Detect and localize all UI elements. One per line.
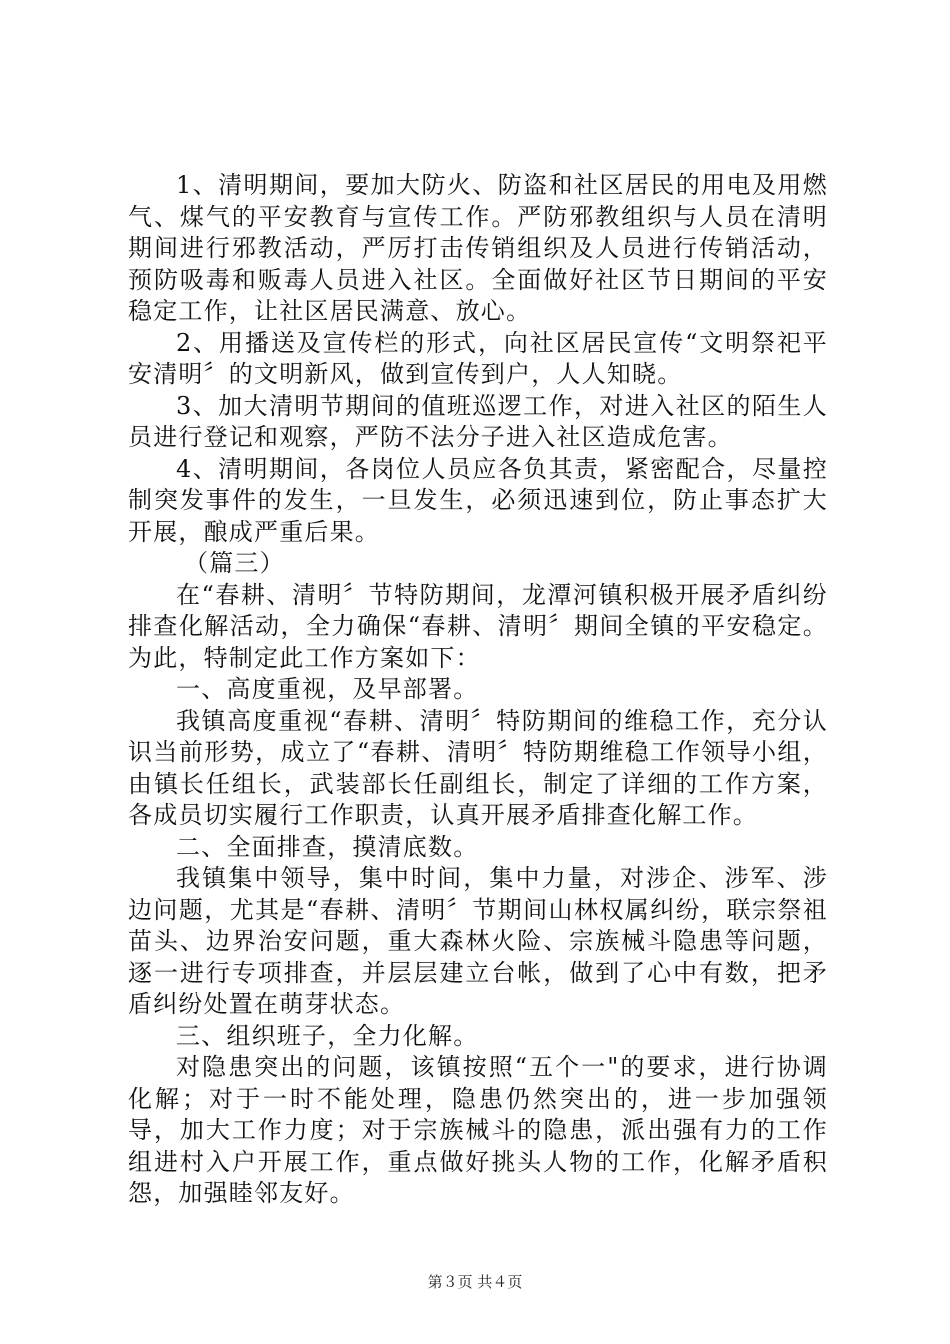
section-heading-2: 二、全面排查，摸清底数。 bbox=[176, 832, 479, 861]
section-body-1: 我镇高度重视“春耕、清明〞特防期间的维稳工作，充分认识当前形势，成立了“春耕、清明〞特防期维稳工作领导小组，由镇长任组长，武装部长任副组长，制定了详细的工作方案，各成员切实履行工作职责，认真开展矛盾排查化解工作。 bbox=[128, 706, 828, 829]
section-heading-1: 一、高度重视，及早部署。 bbox=[176, 675, 479, 703]
page-number: 第３页 共４页 bbox=[427, 1273, 523, 1291]
section-body-3: 对隐患突出的问题，该镇按照“五个一"的要求，进行协调化解；对于一时不能处理，隐患仍然突出的，进一步加强领导，加大工作力度；对于宗族械斗的隐患，派出强有力的工作组进村入户开展工作，重点做好挑头人物的工作，化解矛盾积怨，加强睦邻友好。 bbox=[128, 1053, 828, 1207]
paragraph-3: 3、加大清明节期间的值班巡逻工作，对进入社区的陌生人员进行登记和观察，严防不法分子进入社区造成危害。 bbox=[128, 391, 828, 451]
paragraph-2: 2、用播送及宣传栏的形式，向社区居民宣传“文明祭祀平安清明〞的文明新风，做到宣传到户，人人知晓。 bbox=[128, 328, 828, 388]
section-title: （篇三） bbox=[184, 549, 285, 577]
section-heading-3: 三、组织班子，全力化解。 bbox=[176, 1021, 479, 1050]
section-body-2: 我镇集中领导，集中时间，集中力量，对涉企、涉军、涉边问题，尤其是“春耕、清明〞节期间山林权属纠纷，联宗祭祖苗头、边界治安问题，重大森林火险、宗族械斗隐患等问题，逐一进行专项排查，并层层建立台帐，做到了心中有数，把矛盾纠纷处置在萌芽状态。 bbox=[128, 864, 828, 1018]
section-intro: 在“春耕、清明〞节特防期间，龙潭河镇积极开展矛盾纠纷排查化解活动，全力确保“春耕、清明〞期间全镇的平安稳定。为此，特制定此工作方案如下： bbox=[128, 580, 828, 672]
paragraph-1: 1、清明期间，要加大防火、防盗和社区居民的用电及用燃气、煤气的平安教育与宣传工作。严防邪教组织与人员在清明期间进行邪教活动，严厉打击传销组织及人员进行传销活动，预防吸毒和贩毒人员进入社区。全面做好社区节日期间的平安稳定工作，让社区居民满意、放心。 bbox=[128, 171, 828, 325]
paragraph-4: 4、清明期间，各岗位人员应各负其责，紧密配合，尽量控制突发事件的发生，一旦发生，必须迅速到位，防止事态扩大开展，酿成严重后果。 bbox=[128, 454, 828, 546]
document-body bbox=[128, 170, 828, 1210]
